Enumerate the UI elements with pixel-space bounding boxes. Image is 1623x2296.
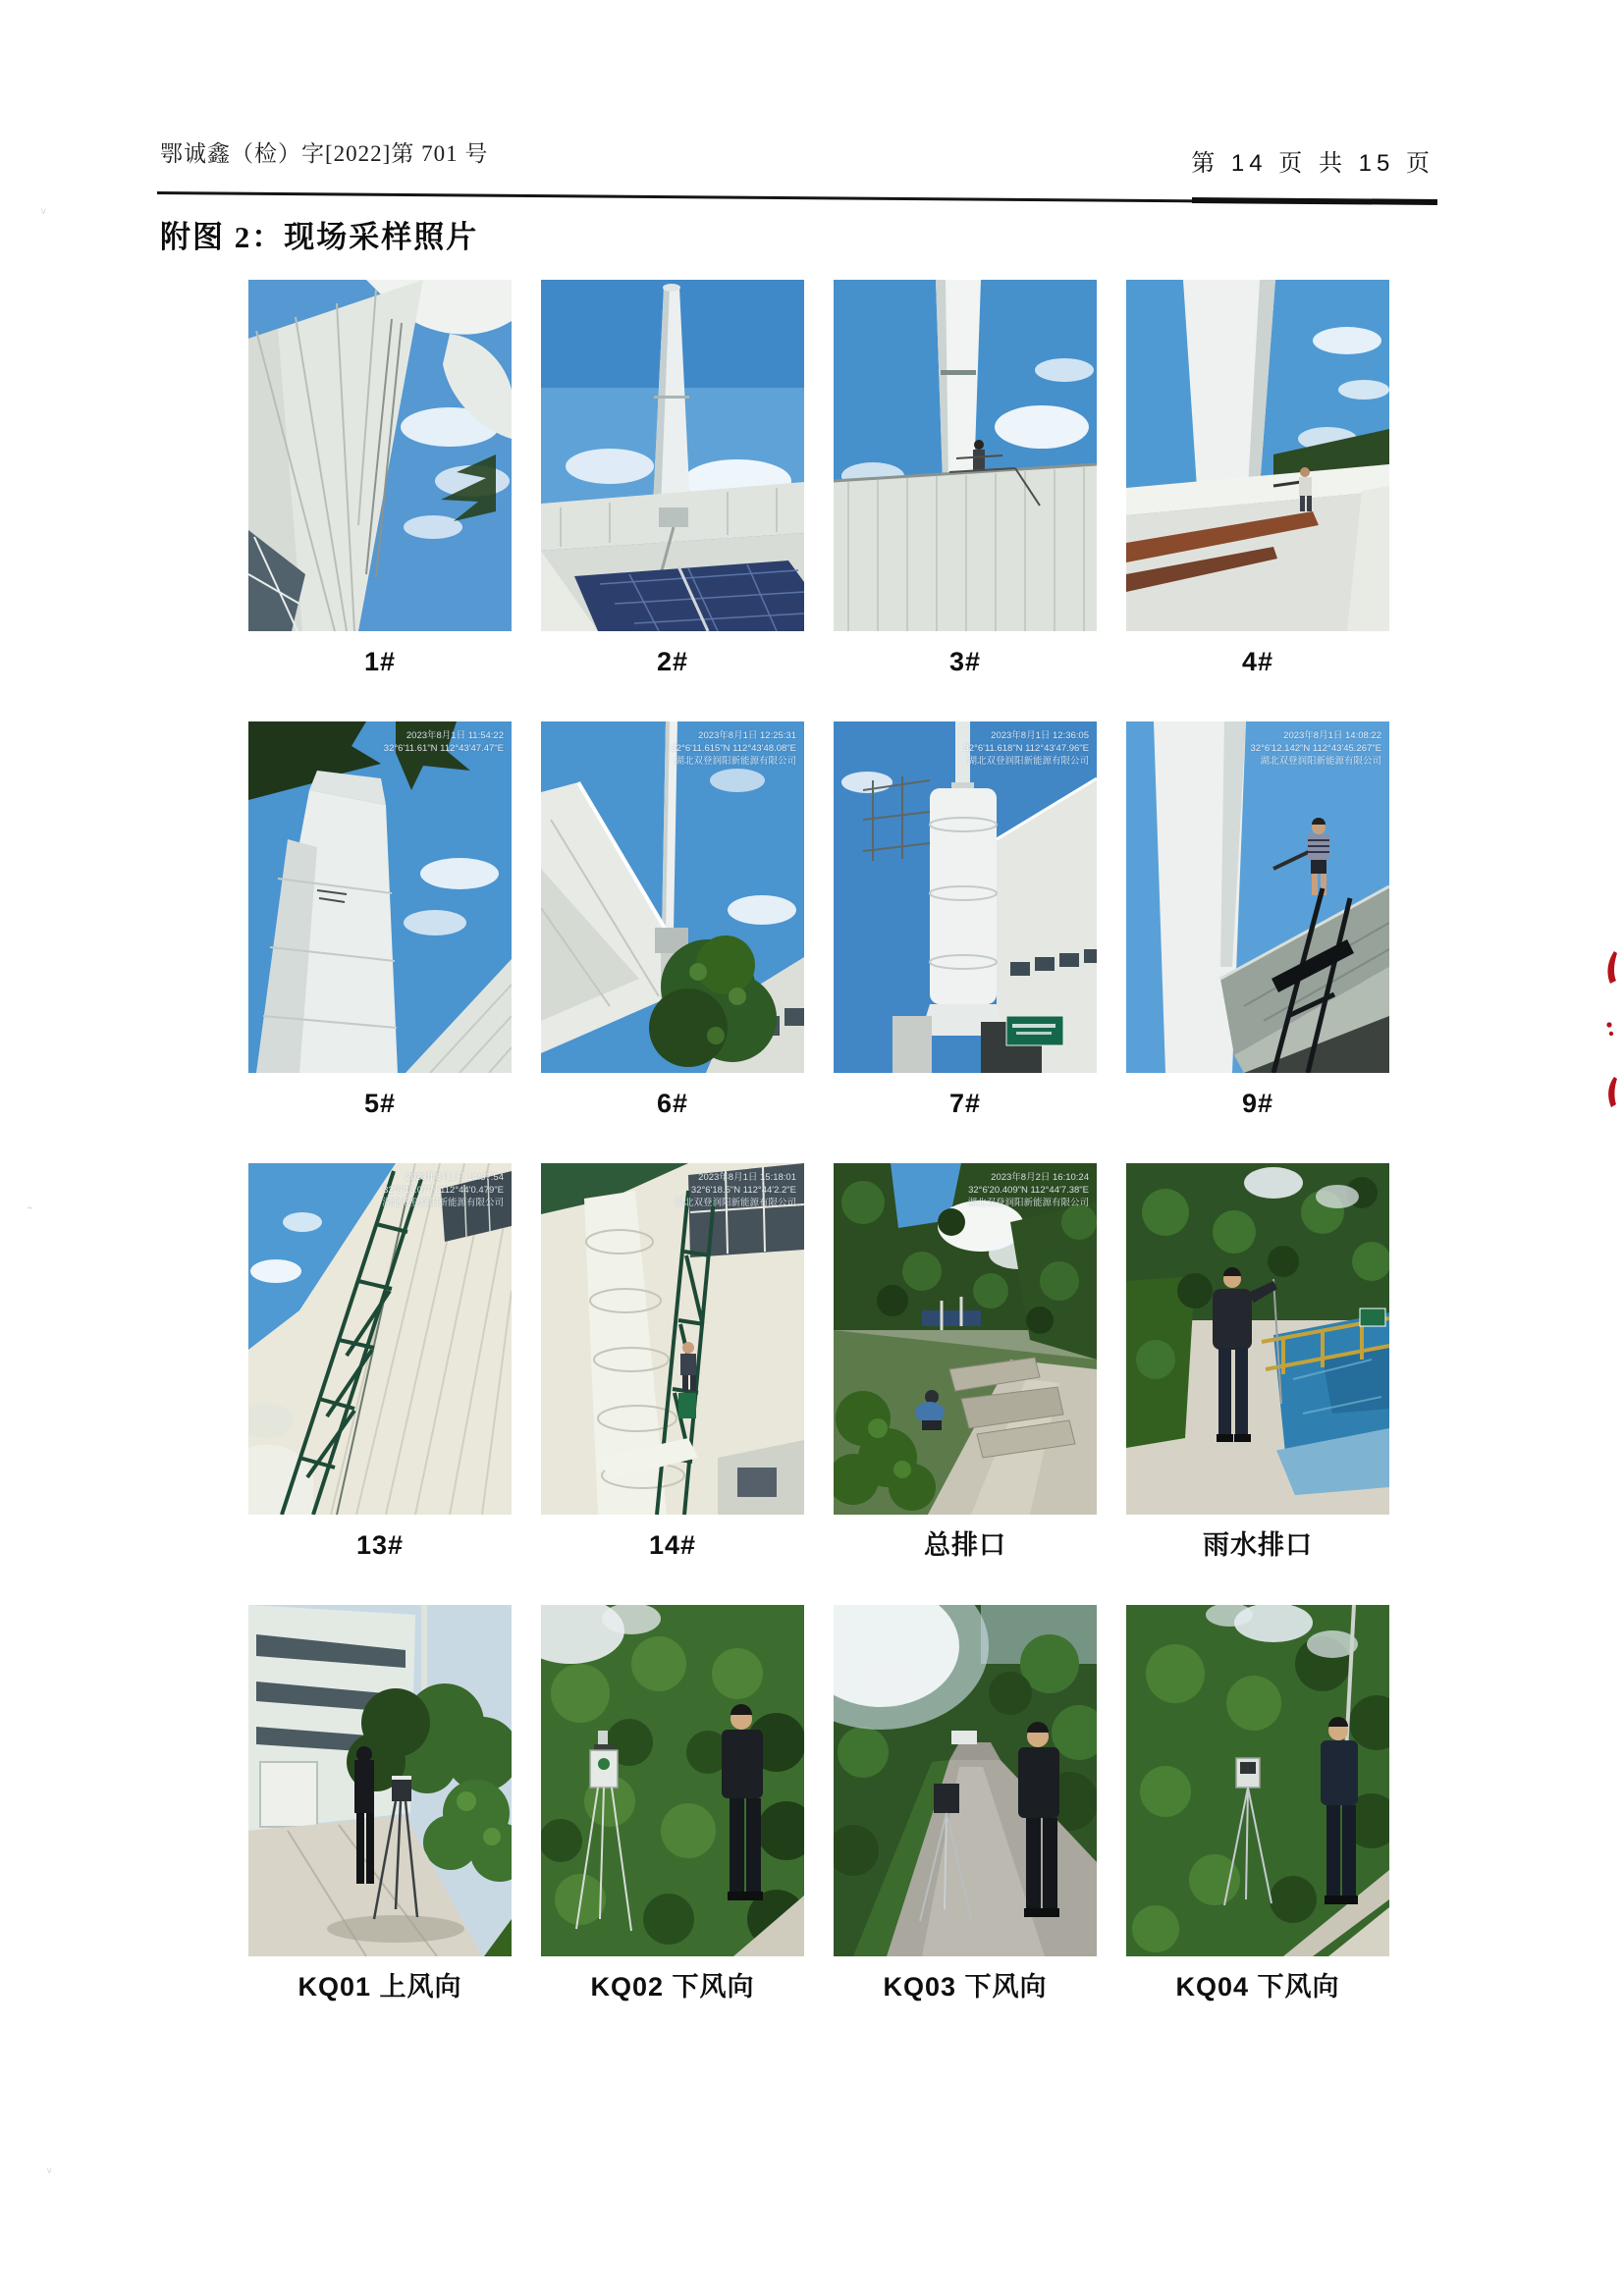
photo-caption: 1# [363,647,397,676]
watermark-line: 湖北双登润阳新能源有限公司 [967,1198,1089,1208]
photo-zongpaikou [834,1163,1097,1515]
watermark-line: 湖北双登润阳新能源有限公司 [967,756,1089,767]
photo-4 [1126,280,1389,631]
red-ink-mark-1 [1603,950,1617,986]
photo-cell [834,280,1097,678]
watermark-line: 2023年8月1日 11:54:22 [406,730,504,741]
photo-3 [834,280,1097,631]
photo-caption: KQ04 下风向 [1175,1972,1340,2002]
header-rule-underline [1192,197,1437,205]
photo-cell [834,1163,1097,1562]
photo-image [1126,1605,1389,1956]
photo-caption: 9# [1241,1089,1274,1118]
watermark-line: 湖北双登润阳新能源有限公司 [675,756,796,767]
photo-7 [834,721,1097,1073]
photo-image [248,1163,512,1515]
watermark-line: 32°6'11.61"N 112°43'47.47"E [383,743,504,754]
photo-kq02 [541,1605,804,1956]
photo-2 [541,280,804,631]
watermark-line: 2023年8月1日 12:36:05 [991,730,1089,741]
photo-image [248,1605,512,1956]
watermark-line: 2023年8月1日 12:25:31 [698,730,796,741]
photo-image [248,721,512,1073]
margin-smudge: ᵥ [41,200,46,216]
margin-smudge: ˷ [27,1194,32,1209]
margin-smudge: ᵥ [47,2160,52,2175]
photo-cell [541,1605,804,2003]
photo-image [541,1163,804,1515]
watermark-line: 32°6'11.615"N 112°43'48.08"E [671,743,796,754]
watermark-line: 32°6'18.5"N 112°44'2.2"E [690,1185,796,1196]
watermark-line: 2023年8月1日 14:08:22 [1283,730,1381,741]
photo-image [541,280,804,631]
watermark-line: 32°6'12.142"N 112°43'45.267"E [1250,743,1381,754]
photo-image [541,1605,804,1956]
photo-caption: 14# [648,1530,697,1560]
photo-kq01 [248,1605,512,1956]
photo-cell [541,721,804,1120]
photo-image [834,1163,1097,1515]
photo-caption: 3# [948,647,982,676]
photo-caption: KQ03 下风向 [883,1972,1048,2002]
photo-5 [248,721,512,1073]
photo-image [834,280,1097,631]
watermark-line: 32°6'20.409"N 112°44'7.38"E [968,1185,1089,1196]
photo-caption: 雨水排口 [1203,1530,1313,1560]
report-number: 鄂诚鑫（检）字[2022]第 701 号 [160,141,489,166]
photo-kq04 [1126,1605,1389,1956]
photo-yushuipaikou [1126,1163,1389,1515]
watermark-line: 湖北双登润阳新能源有限公司 [675,1198,796,1208]
photo-kq03 [834,1605,1097,1956]
watermark-line: 湖北双登润阳新能源有限公司 [382,1198,504,1208]
photo-caption: 总排口 [924,1530,1006,1560]
photo-9 [1126,721,1389,1073]
photo-image [541,721,804,1073]
watermark-line: 2023年8月2日 16:10:24 [991,1172,1089,1183]
photo-cell [541,280,804,678]
watermark-line: 2023年8月1日 14:37:54 [406,1172,504,1183]
watermark-line: 32°6'18.07"N 112°44'0.479"E [383,1185,504,1196]
photo-cell [541,1163,804,1562]
photo-cell [248,1163,512,1562]
photo-cell [248,280,512,678]
photo-14 [541,1163,804,1515]
photo-cell [1126,280,1389,678]
photo-caption: 13# [355,1530,405,1560]
photo-image [1126,280,1389,631]
photo-caption: 2# [656,647,689,676]
photo-image [248,280,512,631]
watermark-line: 32°6'11.618"N 112°43'47.96"E [963,743,1089,754]
photo-1 [248,280,512,631]
photo-cell [1126,1605,1389,2003]
red-ink-mark-2 [1605,1021,1615,1039]
photo-cell [1126,1163,1389,1562]
photo-caption: KQ02 下风向 [590,1972,755,2002]
photo-caption: 7# [948,1089,982,1118]
page-indicator: 第 14 页 共 15 页 [1191,150,1434,177]
photo-caption: 5# [363,1089,397,1118]
photo-cell [1126,721,1389,1120]
photo-grid [248,280,1389,2003]
figure-title: 附图 2：现场采样照片 [160,220,479,254]
photo-cell [248,1605,512,2003]
photo-cell [248,721,512,1120]
photo-cell [834,1605,1097,2003]
photo-caption: 4# [1241,647,1274,676]
photo-cell [834,721,1097,1120]
photo-6 [541,721,804,1073]
watermark-line: 湖北双登润阳新能源有限公司 [1260,756,1381,767]
watermark-line: 2023年8月1日 15:18:01 [698,1172,796,1183]
photo-caption: 6# [656,1089,689,1118]
photo-13 [248,1163,512,1515]
photo-image [834,721,1097,1073]
photo-caption: KQ01 上风向 [298,1972,462,2002]
photo-image [1126,721,1389,1073]
photo-image [1126,1163,1389,1515]
photo-image [834,1605,1097,1956]
red-ink-mark-3 [1603,1076,1617,1109]
